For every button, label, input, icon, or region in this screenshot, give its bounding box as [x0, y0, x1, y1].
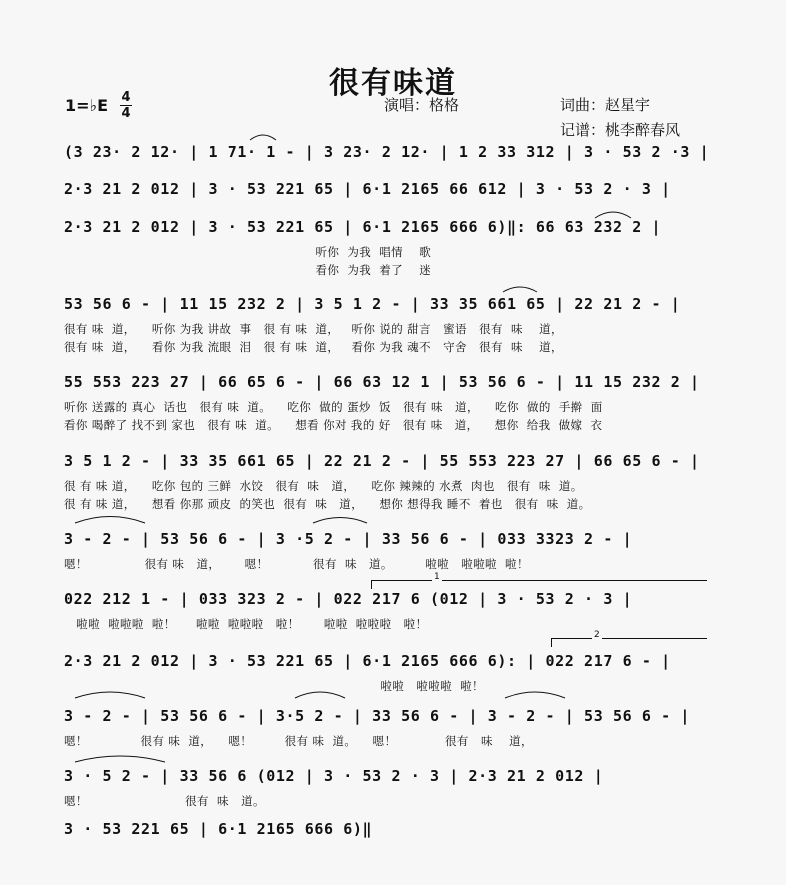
lyric-line: 啦啦 啦啦啦 啦！	[64, 679, 484, 693]
notation-line: 3 · 5 2 - | 33 56 6 (012 | 3 · 53 2 · 3 | 2·3 21 2 012 |	[64, 767, 604, 785]
first-ending-number: 1	[434, 572, 440, 582]
notation-line: 3 5 1 2 - | 33 35 661 65 | 22 21 2 - | 55 553 223 27 | 66 65 6 - |	[64, 452, 700, 470]
slur-mark	[313, 518, 367, 524]
slur-mark	[295, 692, 345, 698]
lyric-line: 很 有 味 道， 想看 你那 顽皮 的笑也 很有 味 道， 想你 想得我 睡不 着也 很有 味 道。	[64, 497, 591, 511]
lyric-line: 很有 味 道， 听你 为我 讲故 事 很 有 味 道， 听你 说的 甜言 蜜语 很有 味 道，	[64, 322, 563, 336]
time-signature-bottom: 4	[121, 106, 131, 121]
lyric-line: 啦啦 啦啦啦 啦！ 啦啦 啦啦啦 啦！ 啦啦 啦啦啦 啦！	[64, 617, 428, 631]
key-signature: 1=♭E	[65, 96, 109, 115]
singer-credit: 演唱：格格	[384, 96, 460, 114]
lyricist-credit: 词曲：赵星宇	[560, 96, 651, 114]
notation-line: 55 553 223 27 | 66 65 6 - | 66 63 12 1 | 53 56 6 - | 11 15 232 2 |	[64, 373, 700, 391]
slur-mark	[75, 692, 145, 698]
lyric-line: 很有 味 道， 看你 为我 流眼 泪 很 有 味 道， 看你 为我 魂不 守舍 很有 味 道，	[64, 340, 563, 354]
slur-mark	[595, 212, 631, 218]
second-ending-number: 2	[594, 630, 600, 640]
page-title: 很有味道	[329, 66, 457, 101]
slur-mark	[250, 135, 276, 140]
lyric-line: 听你 为我 唱情 歌	[64, 245, 432, 259]
slur-mark	[75, 517, 145, 524]
lyric-line: 嗯！ 很有 味 道， 嗯！ 很有 味 道。 嗯！ 很有 味 道，	[64, 734, 533, 748]
slur-mark	[505, 692, 565, 698]
notation-line: 2·3 21 2 012 | 3 · 53 221 65 | 6·1 2165 666 6): | 022 217 6 - |	[64, 652, 671, 670]
lyric-line: 看你 为我 着了 迷	[64, 263, 432, 277]
slur-mark	[75, 756, 165, 762]
lyric-line: 听你 送露的 真心 话也 很有 味 道。 吃你 做的 蛋炒 饭 很有 味 道， 吃你 做的 手擀 面	[64, 400, 603, 414]
notation-line: 2·3 21 2 012 | 3 · 53 221 65 | 6·1 2165 666 6)‖: 66 63 232 2 |	[64, 218, 662, 236]
notation-line: 2·3 21 2 012 | 3 · 53 221 65 | 6·1 2165 66 612 | 3 · 53 2 · 3 |	[64, 180, 671, 198]
notation-line: 3 - 2 - | 53 56 6 - | 3·5 2 - | 33 56 6 - | 3 - 2 - | 53 56 6 - |	[64, 707, 690, 725]
transcriber-credit: 记谱：桃李醉春风	[560, 121, 681, 139]
notation-line: 022 212 1 - | 033 323 2 - | 022 217 6 (012 | 3 · 53 2 · 3 |	[64, 590, 633, 608]
notation-line: 53 56 6 - | 11 15 232 2 | 3 5 1 2 - | 33 35 661 65 | 22 21 2 - |	[64, 295, 681, 313]
lyric-line: 嗯！ 很有 味 道， 嗯！ 很有 味 道。 啦啦 啦啦啦 啦！	[64, 557, 529, 571]
lyric-line: 看你 喝醉了 找不到 家也 很有 味 道。 想看 你对 我的 好 很有 味 道， 想你 给我 做嫁 衣	[64, 418, 603, 432]
notation-line: 3 · 53 221 65 | 6·1 2165 666 6)‖	[64, 820, 373, 838]
notation-line: (3 23· 2 12· | 1 71· 1 - | 3 23· 2 12· | 1 2 33 312 | 3 · 53 2 ·3 |	[64, 143, 710, 161]
slur-mark	[503, 287, 537, 292]
lyric-line: 嗯！ 很有 味 道。	[64, 794, 265, 808]
lyric-line: 很 有 味 道， 吃你 包的 三鲜 水饺 很有 味 道， 吃你 辣辣的 水煮 肉也 很有 味 道。	[64, 479, 583, 493]
notation-line: 3 - 2 - | 53 56 6 - | 3 ·5 2 - | 33 56 6 - | 033 3323 2 - |	[64, 530, 633, 548]
time-signature-top: 4	[121, 90, 131, 105]
